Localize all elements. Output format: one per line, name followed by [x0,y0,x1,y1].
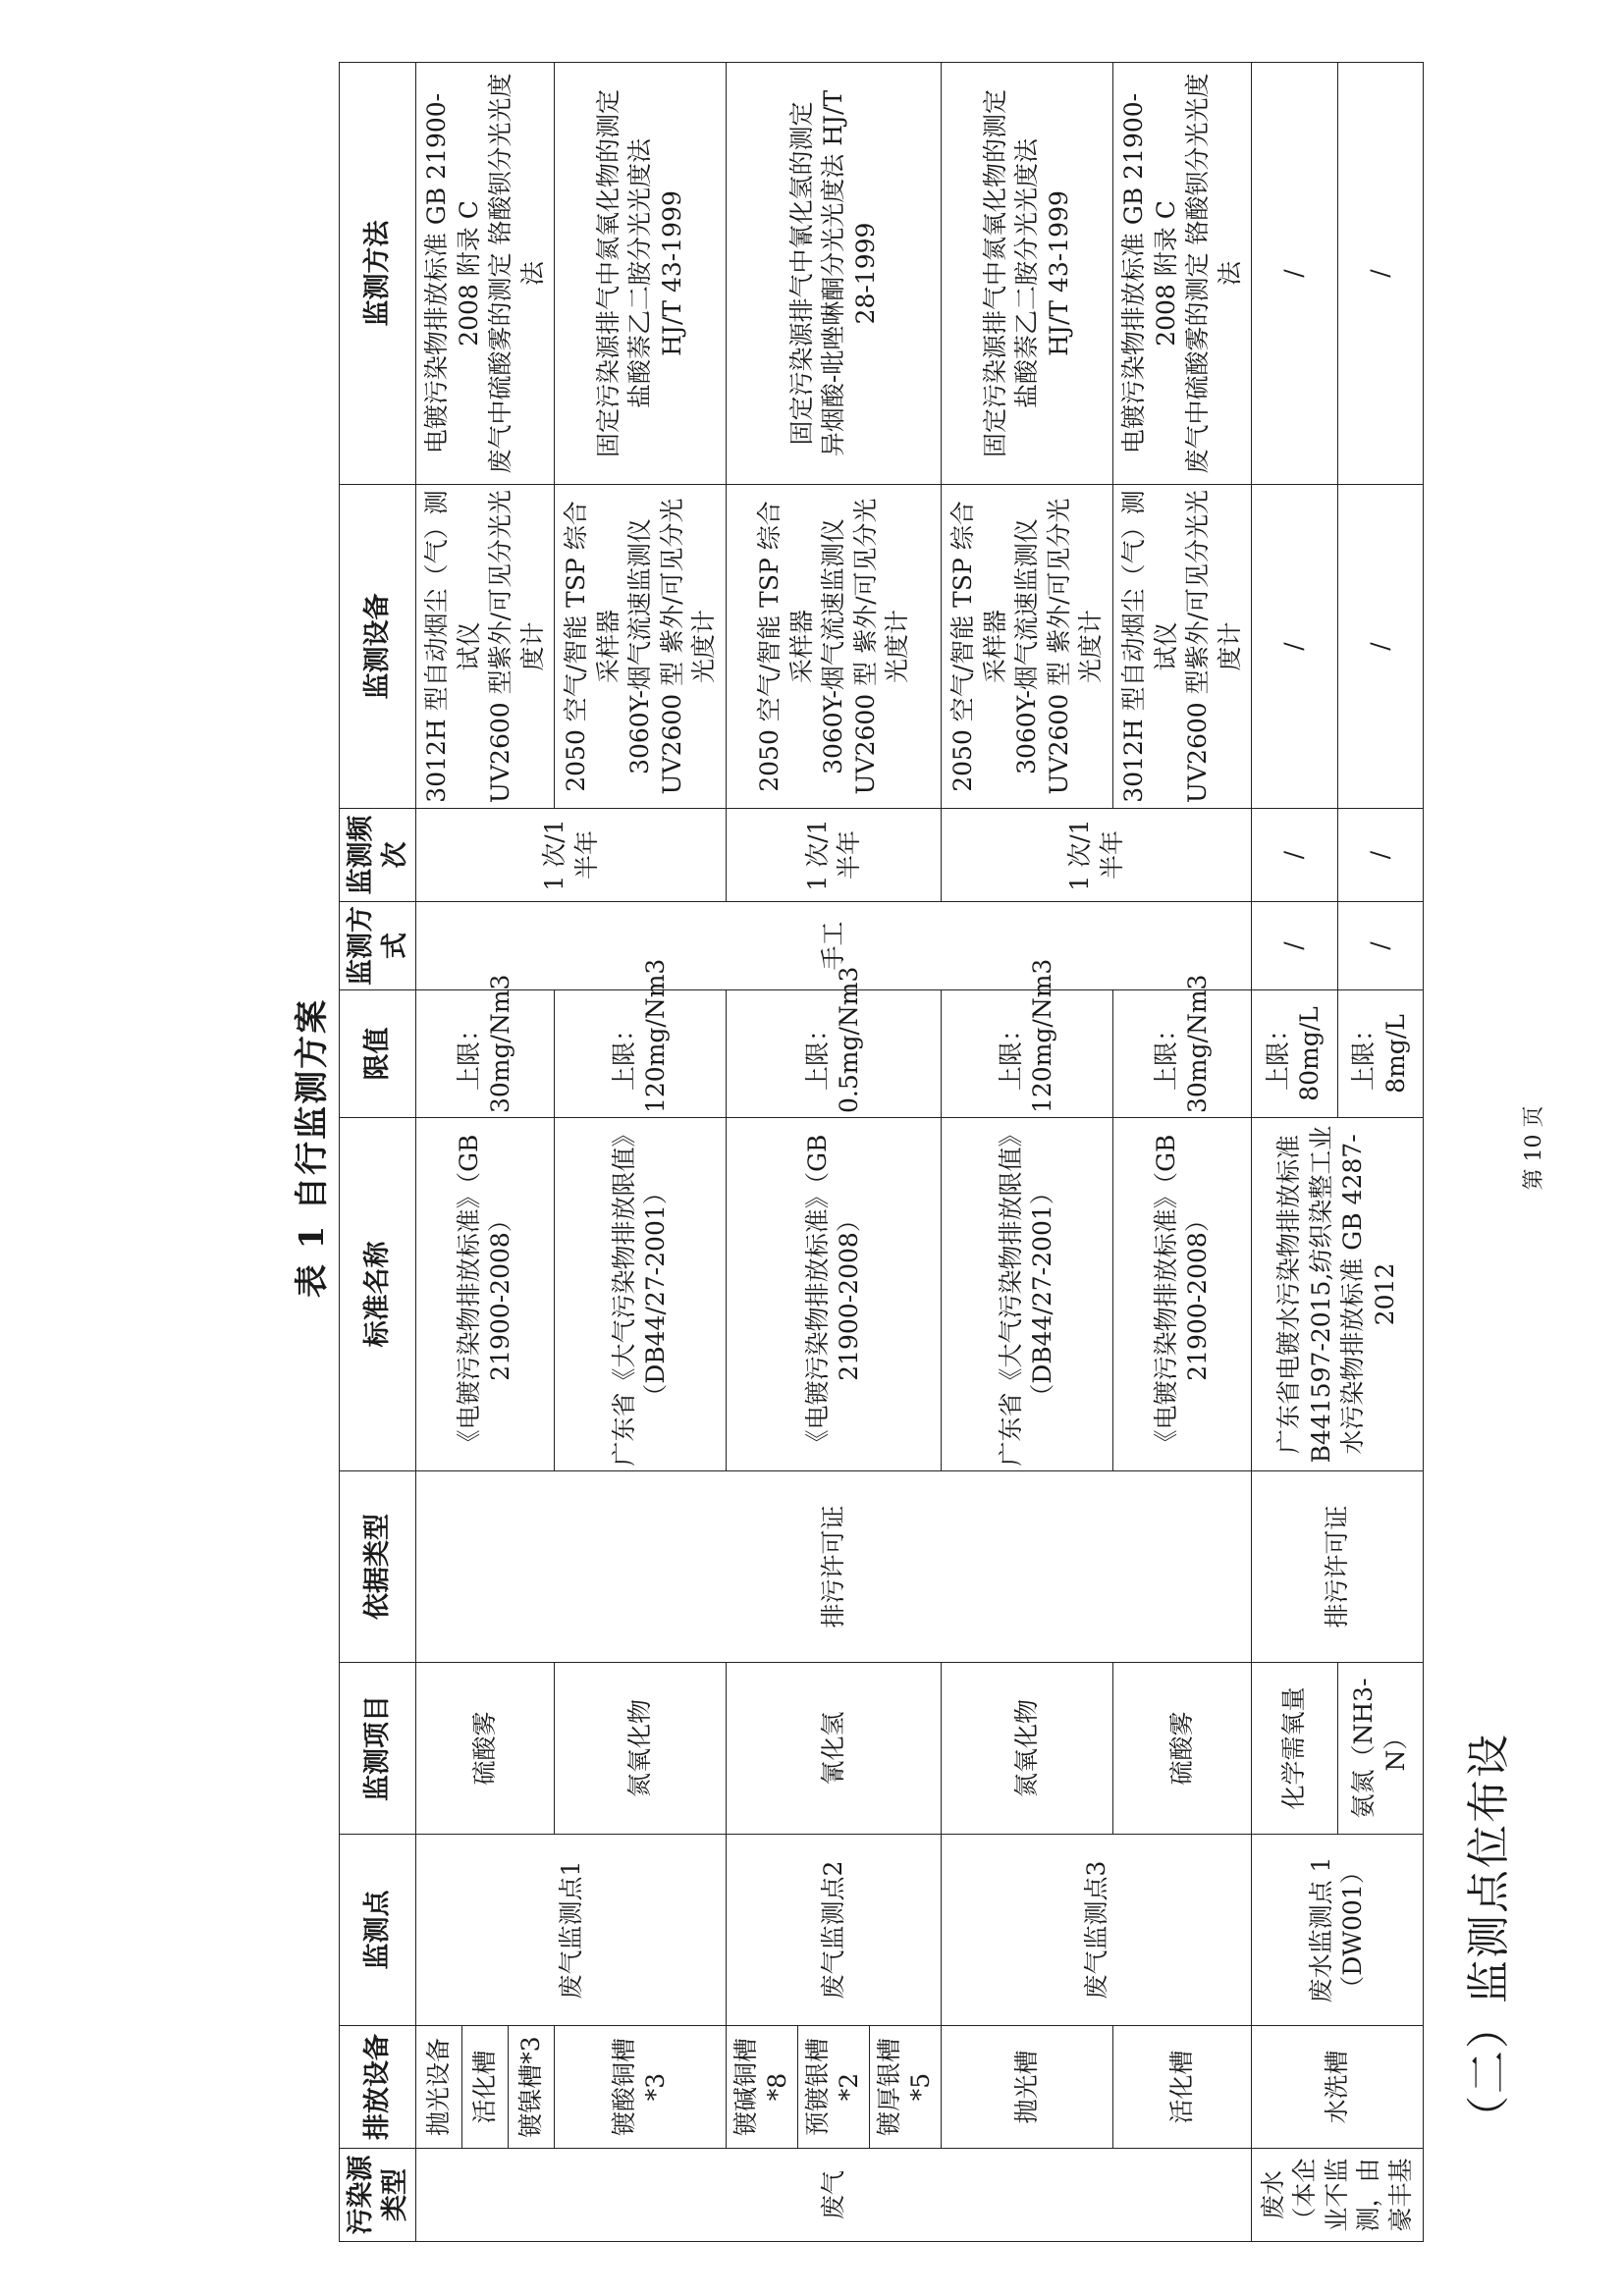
method-type-cell: 手工 [416,902,1252,990]
header-cell: 监测频次 [340,809,416,902]
monitoring-item-cell: 硫酸雾 [416,1663,555,1835]
device-cell: 2050 空气/智能 TSP 综合采样器 3060Y-烟气流速监测仪 UV2600 型 紫外/可见分光光度计 [942,485,1113,809]
device-cell: 2050 空气/智能 TSP 综合采样器 3060Y-烟气流速监测仪 UV2600 型 紫外/可见分光光度计 [555,485,727,809]
header-cell: 监测项目 [340,1663,416,1835]
equipment-cell: 预镀银槽*2 [798,2026,870,2149]
method-cell: 固定污染源排气中氰化氢的测定 异烟酸-吡唑啉酮分光光度法 HJ/T 28-1999 [727,63,942,485]
standard-name-cell: 广东省《大气污染物排放限值》（DB44/27-2001） [555,1118,727,1471]
equipment-cell: 水洗槽 [1252,2026,1424,2149]
source-type-cell: 废气 [416,2149,1252,2242]
monitoring-item-cell: 氮氧化物 [555,1663,727,1835]
limit-cell: 上限：80mg/L [1252,990,1337,1118]
monitoring-point-cell: 废气监测点1 [416,1835,727,2026]
standard-name-cell: 《电镀污染物排放标准》（GB 21900-2008） [1113,1118,1252,1471]
method-type-cell: / [1252,902,1337,990]
header-cell: 依据类型 [340,1471,416,1663]
header-cell: 监测方式 [340,902,416,990]
table-row [1252,63,1337,2242]
source-type-cell: 废水（本企业不监测，由豪丰基 [1252,2149,1424,2242]
device-cell: / [1252,485,1337,809]
header-cell: 限值 [340,990,416,1118]
monitoring-item-cell: 氮氧化物 [942,1663,1113,1835]
limit-cell: 上限：30mg/Nm3 [1113,990,1252,1118]
method-cell: 固定污染源排气中氮氧化物的测定 盐酸萘乙二胺分光光度法 HJ/T 43-1999 [555,63,727,485]
basis-type-cell: 排污许可证 [1252,1471,1424,1663]
standard-name-cell: 广东省电镀水污染物排放标准 B441597-2015,纺织染整工业水污染物排放标准 GB 4287-2012 [1252,1118,1424,1471]
monitoring-item-cell: 硫酸雾 [1113,1663,1252,1835]
page-number: 第 10 页 [1522,1105,1546,1191]
method-cell: 电镀污染物排放标准 GB 21900-2008 附录 C 废气中硫酸雾的测定 铬酸钡分光光度法 [416,63,555,485]
standard-name-cell: 《电镀污染物排放标准》（GB 21900-2008） [727,1118,942,1471]
basis-type-cell: 排污许可证 [416,1471,1252,1663]
equipment-cell: 抛光槽 [942,2026,1113,2149]
standard-name-cell: 广东省《大气污染物排放限值》（DB44/27-2001） [942,1118,1113,1471]
frequency-cell: 1 次/1 半年 [416,809,727,902]
header-cell: 排放设备 [340,2026,416,2149]
monitoring-item-cell: 氨氮（NH3-N） [1337,1663,1423,1835]
section-heading: （二）监测点位布设 [1464,1733,1514,2139]
limit-cell: 上限：120mg/Nm3 [555,990,727,1118]
table-row [416,63,462,2242]
device-cell: / [1337,485,1423,809]
monitoring-item-cell: 氰化氢 [727,1663,942,1835]
method-cell: / [1252,63,1337,485]
equipment-cell: 抛光设备 [416,2026,462,2149]
frequency-cell: / [1252,809,1337,902]
limit-cell: 上限：0.5mg/Nm3 [727,990,942,1118]
header-cell: 监测方法 [340,63,416,485]
frequency-cell: 1 次/1 半年 [942,809,1252,902]
frequency-cell: / [1337,809,1423,902]
header-cell: 监测点 [340,1835,416,2026]
frequency-cell: 1 次/1 半年 [727,809,942,902]
table-row [727,63,798,2242]
equipment-cell: 镀碱铜槽*8 [727,2026,798,2149]
equipment-cell: 镀镍槽*3 [509,2026,555,2149]
device-cell: 2050 空气/智能 TSP 综合采样器 3060Y-烟气流速监测仪 UV2600 型 紫外/可见分光光度计 [727,485,942,809]
header-row [340,63,416,2242]
monitoring-point-cell: 废水监测点 1（DW001） [1252,1835,1424,2026]
header-cell: 污染源类型 [340,2149,416,2242]
method-cell: 固定污染源排气中氮氧化物的测定 盐酸萘乙二胺分光光度法 HJ/T 43-1999 [942,63,1113,485]
monitoring-point-cell: 废气监测点3 [942,1835,1252,2026]
method-cell: / [1337,63,1423,485]
monitoring-point-cell: 废气监测点2 [727,1835,942,2026]
monitoring-plan-table [339,62,1424,2242]
limit-cell: 上限：30mg/Nm3 [416,990,555,1118]
limit-cell: 上限：120mg/Nm3 [942,990,1113,1118]
header-cell: 标准名称 [340,1118,416,1471]
method-cell: 电镀污染物排放标准 GB 21900-2008 附录 C 废气中硫酸雾的测定 铬酸钡分光光度法 [1113,63,1252,485]
equipment-cell: 活化槽 [1113,2026,1252,2149]
equipment-cell: 镀厚银槽*5 [870,2026,942,2149]
standard-name-cell: 《电镀污染物排放标准》（GB 21900-2008） [416,1118,555,1471]
header-cell: 监测设备 [340,485,416,809]
device-cell: 3012H 型自动烟尘（气）测试仪 UV2600 型紫外/可见分光光度计 [416,485,555,809]
method-type-cell: / [1337,902,1423,990]
table-row [942,63,1113,2242]
device-cell: 3012H 型自动烟尘（气）测试仪 UV2600 型紫外/可见分光光度计 [1113,485,1252,809]
equipment-cell: 活化槽 [462,2026,509,2149]
limit-cell: 上限：8mg/L [1337,990,1423,1118]
table-title: 表 1 自行监测方案 [293,997,332,1299]
equipment-cell: 镀酸铜槽*3 [555,2026,727,2149]
monitoring-item-cell: 化学需氧量 [1252,1663,1337,1835]
